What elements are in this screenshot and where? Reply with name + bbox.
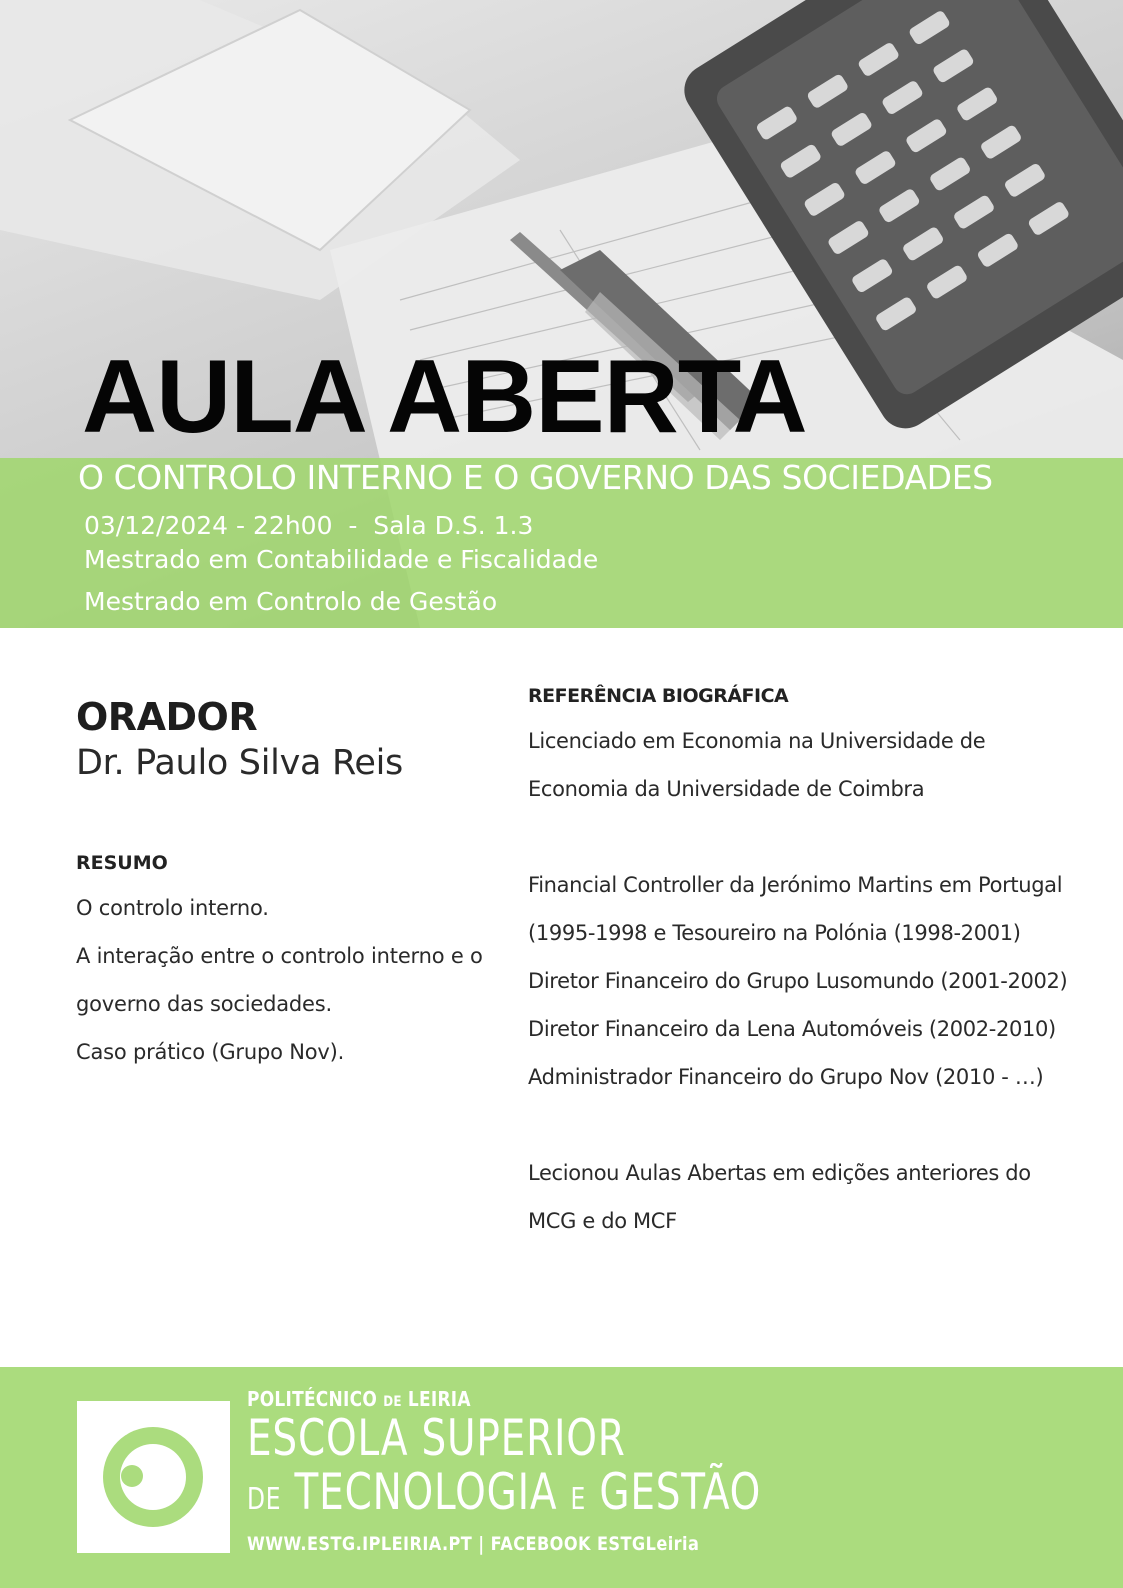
bio-heading: REFERÊNCIA BIOGRÁFICA — [528, 685, 789, 707]
summary-line: Caso prático (Grupo Nov). — [76, 1040, 345, 1064]
event-title: AULA ABERTA — [82, 339, 807, 455]
hero-banner — [0, 0, 1123, 628]
school-name-line1: ESCOLA SUPERIOR — [247, 1409, 626, 1467]
bio-line: Diretor Financeiro da Lena Automóveis (2002-2010) — [528, 1017, 1056, 1041]
bio-text — [528, 723, 1118, 1251]
facebook-link[interactable]: | FACEBOOK ESTGLeiria — [478, 1533, 700, 1555]
ipleiria-logo-icon — [77, 1401, 230, 1553]
bio-line: Financial Controller da Jerónimo Martins em Portugal — [528, 873, 1063, 897]
bio-line: Economia da Universidade de Coimbra — [528, 777, 925, 801]
event-date-location: 03/12/2024 - 22h00 - Sala D.S. 1.3 — [84, 511, 534, 540]
speaker-name: Dr. Paulo Silva Reis — [76, 743, 403, 783]
institution-de: DE — [383, 1394, 402, 1410]
summary-line: A interação entre o controlo interno e o — [76, 944, 483, 968]
bio-section — [528, 683, 1118, 1251]
program-name-1: Mestrado em Contabilidade e Fiscalidade — [84, 545, 599, 574]
speaker-heading: ORADOR — [76, 695, 258, 739]
bio-spacer — [528, 819, 1118, 867]
website-link[interactable]: WWW.ESTG.IPLEIRIA.PT — [247, 1533, 473, 1555]
speaker-section — [76, 695, 516, 1064]
school-name-line2 — [247, 1465, 761, 1527]
bio-line: Diretor Financeiro do Grupo Lusomundo (2001-2002) — [528, 969, 1068, 993]
bio-line: Licenciado em Economia na Universidade de — [528, 729, 986, 753]
school-contacts — [247, 1533, 807, 1555]
institution-city: LEIRIA — [407, 1387, 471, 1411]
footer-banner — [0, 1367, 1123, 1588]
school-brand — [247, 1387, 906, 1555]
institution-name — [247, 1387, 807, 1411]
summary-line: O controlo interno. — [76, 896, 269, 920]
summary-line: governo das sociedades. — [76, 992, 332, 1016]
program-name-2: Mestrado em Controlo de Gestão — [84, 587, 498, 616]
school-tec: TECNOLOGIA — [294, 1463, 558, 1521]
bio-line: Administrador Financeiro do Grupo Nov (2010 - …) — [528, 1065, 1044, 1089]
event-subtitle: O CONTROLO INTERNO E O GOVERNO DAS SOCIEDADES — [78, 458, 993, 497]
institution-word: POLITÉCNICO — [247, 1387, 378, 1411]
school-e: E — [570, 1482, 587, 1517]
summary-heading: RESUMO — [76, 852, 168, 874]
school-gestao: GESTÃO — [599, 1463, 762, 1521]
school-de: DE — [247, 1482, 282, 1517]
bio-line: Lecionou Aulas Abertas em edições anteriores do — [528, 1161, 1031, 1185]
bio-line: MCG e do MCF — [528, 1209, 677, 1233]
bio-spacer — [528, 1107, 1118, 1155]
bio-line: (1995-1998 e Tesoureiro na Polónia (1998-2001) — [528, 921, 1021, 945]
summary-text — [76, 890, 526, 1082]
